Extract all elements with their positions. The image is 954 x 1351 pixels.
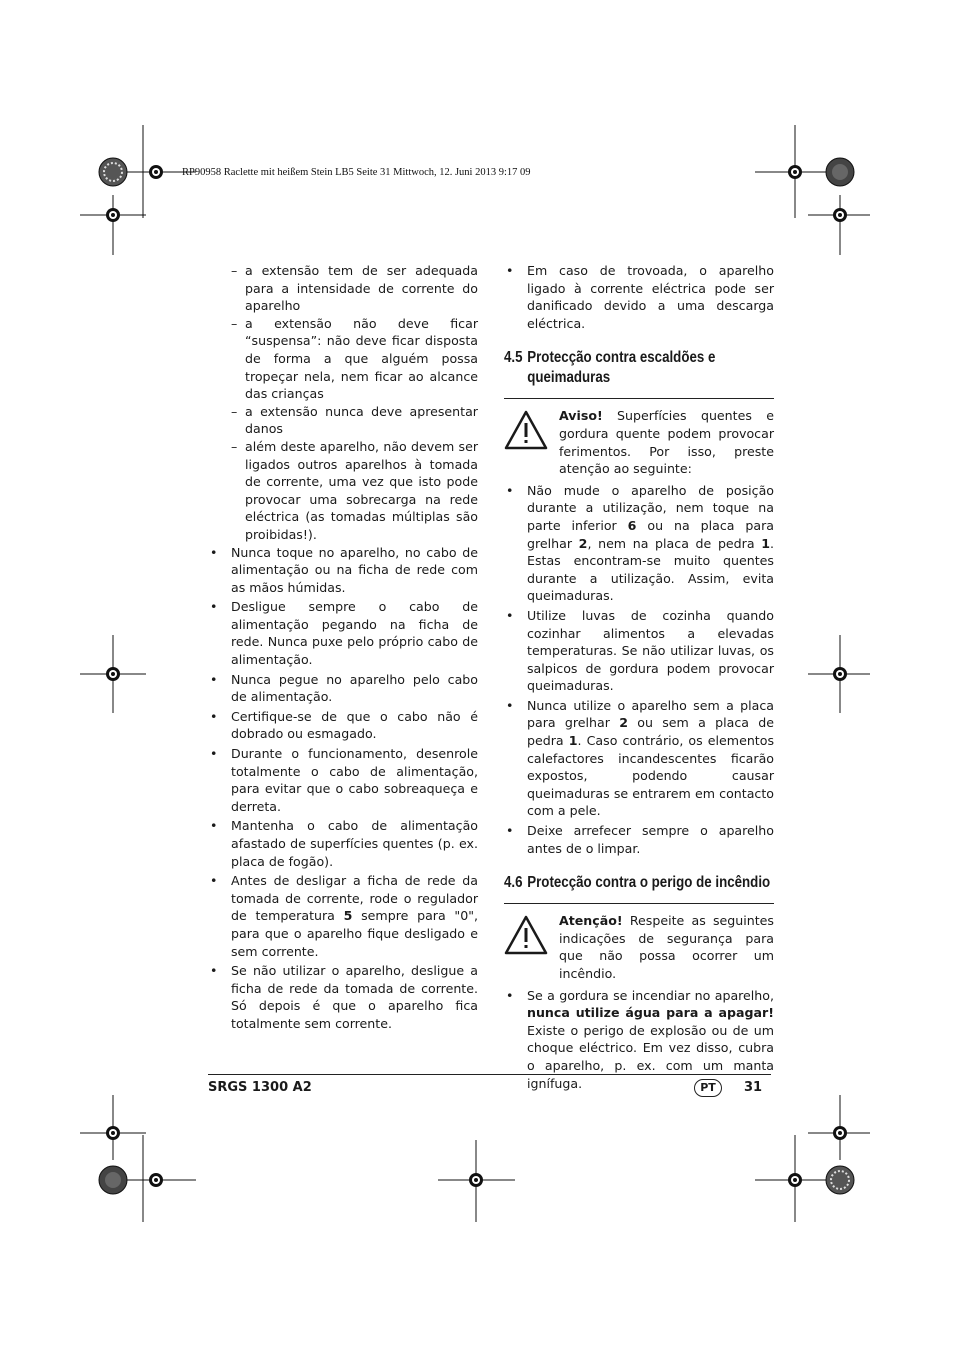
dash-item: – a extensão nunca deve apresentar danos [231, 403, 478, 437]
part-number: 1 [761, 535, 770, 551]
dash-item: – além deste aparelho, não devem ser ligados outros aparelhos à tomada de corrente, uma vez que isto pode provocar uma sobrecarga na rede eléctrica (as tomadas múltiplas são proibidas!). [231, 438, 478, 542]
bullet-item: • Mantenha o cabo de alimentação afastado de superfícies quentes (p. ex. placa de fogão). [210, 818, 478, 869]
warning-label: Aviso! [559, 408, 603, 424]
bullet-text: , nem na placa de pedra [587, 535, 762, 551]
dash-item: – a extensão não deve ficar “suspensa”: não deve ficar disposta de forma a que alguém possa tropeçar nela, nem ficar ao alcance das crianças [231, 315, 478, 402]
bullet-text: Não mude o aparelho de posição durante a utilização, nem toque na parte inferior [527, 482, 774, 533]
bullet-text: Existe o perigo de explosão ou de um choque eléctrico. Em vez disso, cubra o aparelho, p. ex. com um manta ignífuga. [527, 1022, 774, 1091]
dash-item: – a extensão tem de ser adequada para a intensidade de corrente do aparelho [231, 263, 478, 314]
bullet-text: Mantenha o cabo de alimentação afastado de superfícies quentes (p. ex. placa de fogão). [231, 818, 478, 869]
bullet-text: Utilize luvas de cozinha quando cozinhar alimentos a elevadas temperaturas. Se não utilizar luvas, os salpicos de gordura podem provocar queimaduras. [527, 607, 774, 694]
part-number: 1 [568, 733, 578, 749]
warning-text: Respeite as seguintes indicações de segurança para que não possa ocorrer um incêndio. [559, 913, 774, 981]
section-number: 4.5 [504, 349, 523, 367]
part-number: 6 [627, 517, 637, 533]
bullet-item: • Durante o funcionamento, desenrole totalmente o cabo de alimentação, para evitar que o cabo sobreaqueça e derreta. [210, 746, 478, 814]
language-badge: PT [694, 1079, 722, 1097]
bullet-text: Se a gordura se incendiar no aparelho, [527, 987, 774, 1003]
bullet-item: • Deixe arrefecer sempre o aparelho antes de o limpar. [506, 823, 774, 856]
bullet-item: • Utilize luvas de cozinha quando cozinhar alimentos a elevadas temperaturas. Se não utilizar luvas, os salpicos de gordura podem provocar queimaduras. [506, 607, 774, 694]
bullet-item: • Desligue sempre o cabo de alimentação pegando na ficha de rede. Nunca puxe pelo próprio cabo de alimentação. [210, 599, 478, 668]
part-number: 2 [578, 535, 588, 551]
bullet-item: • Se a gordura se incendiar no aparelho, nunca utilize água para a apagar! Existe o perigo de explosão ou de um choque eléctrico. Em vez disso, cubra o aparelho, p. ex. com um manta ignífuga. [506, 987, 774, 1091]
bullet-text: Nunca toque no aparelho, no cabo de alimentação ou na ficha de rede com as mãos húmidas. [231, 544, 478, 595]
bullet-text: Desligue sempre o cabo de alimentação pegando na ficha de rede. Nunca puxe pelo próprio cabo de alimentação. [231, 599, 478, 668]
bullet-text: Certifique-se de que o cabo não é dobrado ou esmagado. [231, 708, 478, 742]
section-title: Protecção contra escaldões e queimaduras [527, 349, 716, 387]
warning-text: Superfícies quentes e gordura quente podem provocar ferimentos. Por isso, preste atenção ao seguinte: [559, 408, 774, 477]
footer-model: SRGS 1300 A2 [208, 1080, 312, 1095]
bold-warning-text: nunca utilize água para a apagar! [527, 1005, 774, 1021]
bullet-text: ou na placa para grelhar [527, 517, 775, 551]
bullet-text: sempre para "0", para que o aparelho fique desligado e sem corrente. [231, 908, 479, 959]
bullet-item: • Não mude o aparelho de posição durante a utilização, nem toque na parte inferior 6 ou na placa para grelhar 2, nem na placa de pedra 1. Estas encontram-se muito quentes durante a utilização. Assim, evita queimaduras. [506, 482, 775, 604]
bullet-text: Se não utilizar o aparelho, desligue a ficha de rede da tomada de corrente. Só depois é que o aparelho fica totalmente sem corrente. [231, 963, 478, 1031]
warning-label: Atenção! [559, 913, 623, 929]
bullet-text: Antes de desligar a ficha de rede da tomada de corrente, rode o regulador de temperatura [231, 873, 478, 924]
bullet-text: . Caso contrário, os elementos calefactores incandescentes ficarão expostos, podendo causar queimaduras se entrarem em contacto com a pele. [527, 733, 775, 819]
bullet-text: Deixe arrefecer sempre o aparelho antes de o limpar. [527, 823, 774, 856]
dash-item-text: a extensão tem de ser adequada para a intensidade de corrente do aparelho [245, 263, 478, 314]
part-number: 2 [619, 715, 628, 731]
dash-item-text: além deste aparelho, não devem ser ligados outros aparelhos à tomada de corrente, uma vez que isto pode provocar uma sobrecarga na rede eléctrica (as tomadas múltiplas são proibidas!). [245, 438, 478, 542]
bullet-item: • Certifique-se de que o cabo não é dobrado ou esmagado. [210, 708, 478, 742]
bullet-text: Em caso de trovoada, o aparelho ligado à corrente eléctrica pode ser danificado devido a uma descarga eléctrica. [527, 263, 774, 331]
bullet-text: . Estas encontram-se muito quentes durante a utilização. Assim, evita queimaduras. [527, 535, 774, 604]
bullet-item: • Se não utilizar o aparelho, desligue a ficha de rede da tomada de corrente. Só depois é que o aparelho fica totalmente sem corrente. [210, 963, 478, 1031]
page-number: 31 [744, 1080, 763, 1095]
bullet-text: ou sem a placa de pedra [527, 715, 774, 749]
dash-item-text: a extensão nunca deve apresentar danos [245, 403, 478, 437]
bullet-text: Nunca utilize o aparelho sem a placa para grelhar [527, 697, 774, 731]
bullet-item: • Em caso de trovoada, o aparelho ligado à corrente eléctrica pode ser danificado devido a uma descarga eléctrica. [506, 263, 774, 331]
part-number: 5 [343, 908, 353, 924]
bullet-item: • Nunca utilize o aparelho sem a placa para grelhar 2 ou sem a placa de pedra 1. Caso contrário, os elementos calefactores incandescentes ficarão expostos, podendo causar queimaduras se entrarem em contacto com a pele. [506, 697, 775, 819]
bullet-item: • Nunca pegue no aparelho pelo cabo de alimentação. [210, 671, 478, 705]
bullet-item: • Nunca toque no aparelho, no cabo de alimentação ou na ficha de rede com as mãos húmidas. [210, 544, 478, 595]
bullet-item-temperature: • Antes de desligar a ficha de rede da tomada de corrente, rode o regulador de temperatura 5 sempre para "0", para que o aparelho fique desligado e sem corrente. [210, 873, 479, 959]
print-slug: RP90958 Raclette mit heißem Stein LB5 Seite 31 Mittwoch, 12. Juni 2013 9:17 09 [182, 167, 531, 178]
bullet-text: Durante o funcionamento, desenrole totalmente o cabo de alimentação, para evitar que o cabo sobreaqueça e derreta. [231, 746, 478, 814]
section-number: 4.6 [504, 874, 523, 892]
section-title: Protecção contra o perigo de incêndio [527, 874, 771, 892]
bullet-text: Nunca pegue no aparelho pelo cabo de alimentação. [231, 671, 478, 705]
dash-item-text: a extensão não deve ficar “suspensa”: não deve ficar disposta de forma a que alguém possa tropeçar nela, nem ficar ao alcance das crianças [245, 315, 478, 402]
